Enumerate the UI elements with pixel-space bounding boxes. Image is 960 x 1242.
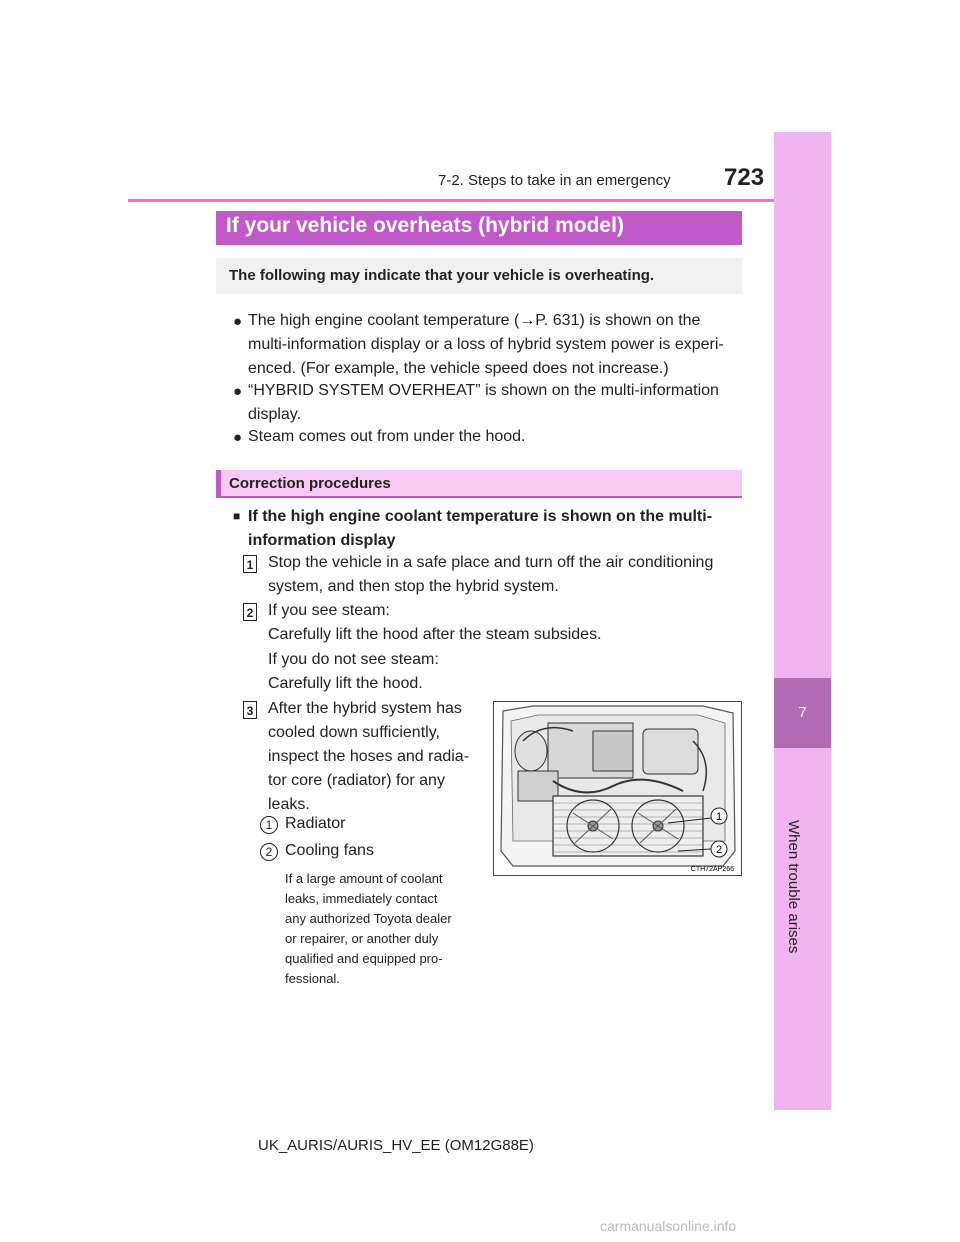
step-1-text xyxy=(268,551,739,599)
engine-bay-drawing xyxy=(493,701,742,876)
watermark: carmanualsonline.info xyxy=(600,1218,737,1234)
side-tab-upper xyxy=(774,132,831,678)
text-line: leaks. xyxy=(268,796,310,813)
bullet-icon: ● xyxy=(233,383,243,400)
text-line: “HYBRID SYSTEM OVERHEAT” is shown on the multi-information xyxy=(248,382,719,399)
header-divider xyxy=(128,199,831,202)
text-line: system, and then stop the hybrid system. xyxy=(268,578,559,595)
callout-1: 1 xyxy=(715,811,723,823)
step-number-2: 2 xyxy=(243,603,257,621)
text-line: The high engine coolant temperature (→P. 631) is shown on the xyxy=(248,312,701,329)
text-line: cooled down sufficiently, xyxy=(268,724,440,741)
step-2-alt-text xyxy=(268,648,739,696)
text-line: inspect the hoses and radia- xyxy=(268,748,470,765)
text-line: Carefully lift the hood after the steam subsides. xyxy=(268,626,602,643)
text-line: After the hybrid system has xyxy=(268,700,462,717)
triangle-bullet-icon: ■ xyxy=(233,509,241,523)
text-line: enced. (For example, the vehicle speed does not increase.) xyxy=(248,360,669,377)
text-line: multi-information display or a loss of hybrid system power is experi- xyxy=(248,336,724,353)
text-line: Steam comes out from under the hood. xyxy=(248,428,526,445)
bullet-icon: ● xyxy=(233,313,243,330)
section-title: 7-2. Steps to take in an emergency xyxy=(438,172,671,189)
text-line: fessional. xyxy=(285,971,340,986)
symptom-item-1 xyxy=(248,309,739,381)
bullet-icon: ● xyxy=(233,429,243,446)
legend-label-1: Radiator xyxy=(285,815,346,832)
case-title xyxy=(248,505,739,553)
leak-note xyxy=(285,869,480,989)
step-3-text xyxy=(268,697,480,817)
step-number-3: 3 xyxy=(243,701,257,719)
callout-2: 2 xyxy=(715,844,723,856)
document-code: UK_AURIS/AURIS_HV_EE (OM12G88E) xyxy=(258,1137,534,1154)
text-line: display. xyxy=(248,406,302,423)
text-line: If you do not see steam: xyxy=(268,651,439,668)
step-2-text xyxy=(268,599,739,647)
symptoms-heading: The following may indicate that your vehicle is overheating. xyxy=(229,267,655,284)
side-tab-lower xyxy=(774,748,831,1110)
chapter-label: When trouble arises xyxy=(785,820,802,954)
figure-code: CTH72AP266 xyxy=(690,866,734,873)
text-line: any authorized Toyota dealer xyxy=(285,911,452,926)
chapter-number-tab[interactable]: 7 xyxy=(774,678,831,748)
legend-num-2: 2 xyxy=(260,843,278,861)
text-line: or repairer, or another duly xyxy=(285,931,439,946)
text-line: qualified and equipped pro- xyxy=(285,951,443,966)
step-number-1: 1 xyxy=(243,555,257,573)
page-title: If your vehicle overheats (hybrid model) xyxy=(226,214,624,237)
legend-num-1: 1 xyxy=(260,816,278,834)
text-line: tor core (radiator) for any xyxy=(268,772,445,789)
text-line: If you see steam: xyxy=(268,602,390,619)
legend-label-2: Cooling fans xyxy=(285,842,374,859)
text-line: If the high engine coolant temperature is shown on the multi- xyxy=(248,508,713,525)
engine-bay-illustration xyxy=(493,701,742,876)
text-line: leaks, immediately contact xyxy=(285,891,438,906)
symptom-item-3 xyxy=(248,425,739,449)
text-line: Carefully lift the hood. xyxy=(268,675,423,692)
text-line: Stop the vehicle in a safe place and turn off the air conditioning xyxy=(268,554,714,571)
text-line: If a large amount of coolant xyxy=(285,871,443,886)
text-line: information display xyxy=(248,532,396,549)
symptom-item-2 xyxy=(248,379,739,427)
correction-heading: Correction procedures xyxy=(229,475,391,492)
page-number: 723 xyxy=(724,164,765,191)
